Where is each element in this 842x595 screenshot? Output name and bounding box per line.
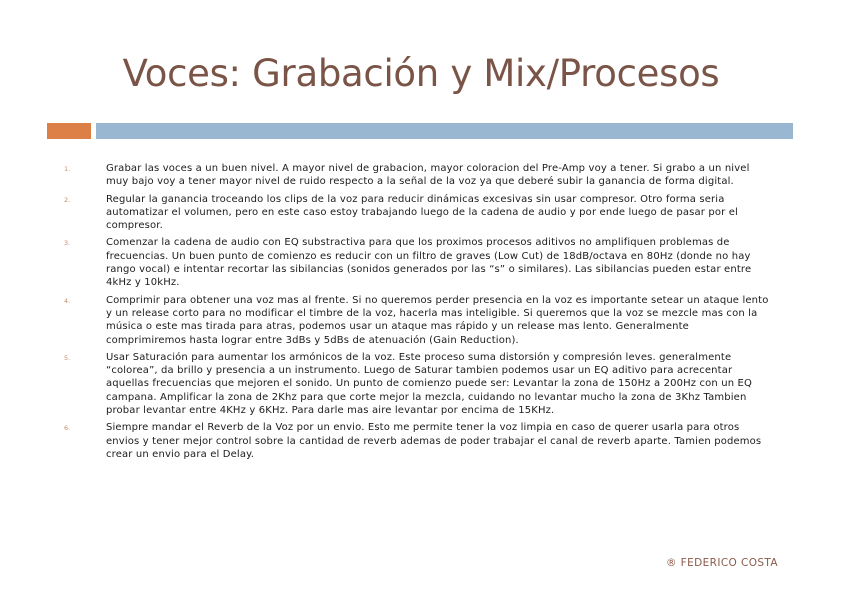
accent-bar-orange (47, 123, 91, 139)
list-item (0, 236, 842, 289)
slide-title: Voces: Grabación y Mix/Procesos (122, 52, 720, 95)
numbered-list (0, 162, 842, 461)
list-item-text: Siempre mandar el Reverb de la Voz por un envio. Esto me permite tener la voz limpia en caso de querer usarla para otros envios y tener mejor control sobre la cantidad de reverb ademas de poder trabajar el canal de reverb aparte. Tamien podemos crear un envio para el Delay. (106, 422, 762, 460)
list-item-number: 4. (64, 296, 71, 305)
list-item-text: Usar Saturación para aumentar los armónicos de la voz. Este proceso suma distorsión y compresión leves. generalmente “colorea”, da brillo y presencia a un instrumento. Luego de Saturar tambien podemos usar un EQ aditivo para acrecentar aquellas frecuencias que mejoren el sonido. Un punto de comienzo puede ser: Levantar la zona de 150Hz a 200Hz con un EQ campana. Amplificar la zona de 2Khz para que corte mejor la mezcla, cuidando no levantar mucho la zona de 3Khz Tambien probar levantar entre 4KHz y 6KHz. Para darle mas aire levantar por encima de 15KHz. (106, 351, 753, 417)
accent-bar-blue (96, 123, 793, 139)
list-item-number: 1. (64, 165, 71, 173)
copyright-footer: ® FEDERICO COSTA (666, 557, 778, 569)
list-item-number: 3. (64, 239, 71, 248)
list-item (0, 351, 842, 417)
list-item-number: 6. (64, 424, 71, 433)
list-item-text: Comenzar la cadena de audio con EQ substractiva para que los proximos procesos aditivos no amplifiquen problemas de frecuencias. Un buen punto de comienzo es reducir con un filtro de graves (Low Cut) de 18dB/octava en 80Hz (donde no hay rango vocal) e intentar recortar las sibilancias (sonidos generados por las “s” o similares). Las sibilancias pueden estar entre 4kHz y 10kHz. (106, 237, 752, 289)
list-item (0, 162, 842, 189)
list-item (0, 193, 842, 233)
list-item-text: Regular la ganancia troceando los clips de la voz para reducir dinámicas excesivas sin usar compresor. Otro forma seria automatizar el volumen, pero en este caso estoy trabajando luego de la cadena de audio y por ende luego de pasar por el compresor. (106, 193, 738, 232)
list-item-number: 5. (64, 353, 71, 362)
list-item-number: 2. (64, 195, 71, 204)
list-item (0, 421, 842, 461)
list-item-text: Grabar las voces a un buen nivel. A mayor nivel de grabacion, mayor coloracion del Pre-Amp voy a tener. Si grabo a un nivel muy bajo voy a tener mayor nivel de ruido respecto a la señal de la voz ya que deberé subir la ganancia de forma digital. (106, 163, 750, 188)
list-item (0, 294, 842, 347)
list-item-text: Comprimir para obtener una voz mas al frente. Si no queremos perder presencia en la voz es importante setear un ataque lento y un release corto para no modificar el timbre de la voz, hacerla mas inteligible. Si queremos que la voz se mezcle mas con la música o este mas tirada para atras, podemos usar un ataque mas rápido y un release mas lento. Generalmente comprimiremos hasta lograr entre 3dBs y 5dBs de atenuación (Gain Reduction). (106, 294, 769, 346)
